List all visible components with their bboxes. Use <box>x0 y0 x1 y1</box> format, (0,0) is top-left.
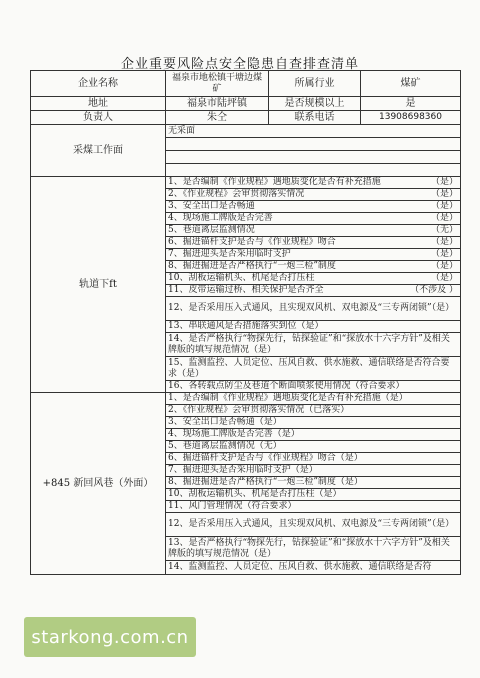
checklist-item <box>166 537 461 561</box>
checklist-item-text: 16、各转载点防尘及巷道个断面喷浆使用情况（符合要求） <box>168 381 405 391</box>
section1-line: 无采面 <box>166 125 461 138</box>
checklist-item <box>166 237 461 249</box>
scale-value: 是 <box>361 97 461 111</box>
company-value: 福泉市地松镇干塘边煤矿 <box>166 71 269 97</box>
industry-label: 所属行业 <box>269 71 361 97</box>
checklist-item <box>166 513 461 537</box>
section1-label: 采煤工作面 <box>31 125 166 177</box>
address-value: 福泉市陆坪镇 <box>166 97 269 111</box>
checklist-item-text: 13、串联通风是否措施落实到位（是） <box>168 321 324 331</box>
document-title: 企业重要风险点安全隐患自查排查清单 <box>120 57 359 72</box>
checklist-item <box>166 297 461 321</box>
checklist-item-status: （是） <box>430 201 458 211</box>
info-row-person <box>31 111 461 125</box>
checklist-item <box>166 285 461 297</box>
checklist-item-text: 15、监测监控、人员定位、压风自救、供水施救、通信联络是否符合要求（是） <box>168 357 450 379</box>
checklist-item-row <box>31 177 461 189</box>
checklist-item <box>166 261 461 273</box>
section1-blank-line <box>166 138 461 151</box>
section2-label: 轨道下ft <box>31 177 166 393</box>
checklist-item <box>166 501 461 513</box>
checklist-item-text: 7、掘进迎头是否采用临时支护 <box>168 249 291 259</box>
checklist-item-text: 10、刮板运输机头、机尾是否打压柱 <box>168 273 315 283</box>
checklist-item-text: 12、是否采用压入式通风，且实现双风机、双电源及“三专两闭锁”（是） <box>168 519 455 529</box>
checklist-item-status: （是） <box>430 249 458 259</box>
checklist-item <box>166 333 461 357</box>
checklist-item-text: 4、现场施工牌版是否完善（是） <box>168 429 300 439</box>
checklist-table <box>30 70 461 575</box>
info-row-company <box>31 71 461 97</box>
checklist-item-text: 1、是否编制《作业规程》遇地质变化是否有补充措施（是） <box>168 393 408 403</box>
checklist-item-status: （是） <box>430 177 458 187</box>
checklist-item-text: 2、《作业规程》会审贯彻落实情况（已落实） <box>168 405 350 415</box>
checklist-item-text: 3、安全出口是否畅通 <box>168 201 255 211</box>
checklist-item-text: 11、皮带运输过桥、相关保护是否齐全 <box>168 285 324 295</box>
checklist-item-status: （是） <box>430 213 458 223</box>
checklist-item <box>166 213 461 225</box>
address-label: 地址 <box>31 97 166 111</box>
checklist-item-status: （是） <box>430 273 458 283</box>
checklist-item <box>166 357 461 381</box>
checklist-item <box>166 393 461 405</box>
checklist-item-text: 7、掘进迎头是否采用临时支护（是） <box>168 465 318 475</box>
checklist-item-text: 13、是否严格执行“物探先行，钻探验证”和“探放水十六字方针”及相关牌版的填写规范情况（是） <box>168 537 450 559</box>
checklist-item-text: 4、现场施工牌版是否完善 <box>168 213 273 223</box>
company-label: 企业名称 <box>31 71 166 97</box>
person-value: 朱仝 <box>166 111 269 125</box>
checklist-item-text: 2、《作业规程》会审贯彻落实情况 <box>168 189 305 199</box>
scale-label: 是否规模以上 <box>269 97 361 111</box>
checklist-item <box>166 249 461 261</box>
checklist-item-text: 1、是否编制《作业规程》遇地质变化是否有补充措施 <box>168 177 381 187</box>
checklist-item-text: 11、风门管理情况（符合要求） <box>168 501 297 511</box>
checklist-item-text: 5、巷道离层监测情况 <box>168 225 255 235</box>
checklist-item <box>166 429 461 441</box>
checklist-item <box>166 225 461 237</box>
checklist-item <box>166 441 461 453</box>
checklist-item-text: 8、掘进掘进是否严格执行“一炮三检”制度（是） <box>168 477 363 487</box>
checklist-item <box>166 177 461 189</box>
checklist-item-status: （不涉及 ） <box>410 285 458 295</box>
checklist-item-status: （是） <box>430 261 458 271</box>
phone-label: 联系电话 <box>269 111 361 125</box>
checklist-item <box>166 201 461 213</box>
checklist-item <box>166 189 461 201</box>
industry-value: 煤矿 <box>361 71 461 97</box>
checklist-item-text: 14、是否严格执行“物探先行，钻探验证”和“探放水十六字方针”及相关牌版的填写规范情况（是） <box>168 333 450 355</box>
checklist-item <box>166 489 461 501</box>
section1-blank-line <box>166 151 461 164</box>
watermark-text: starkong.com.cn <box>31 626 189 648</box>
checklist-item-text: 14、监测监控、人员定位、压风自救、供水施救、通信联络是否符 <box>168 562 432 572</box>
checklist-item <box>166 561 461 575</box>
person-label: 负责人 <box>31 111 166 125</box>
section3-label: +845 新回风巷（外面） <box>31 393 166 575</box>
section1-row <box>31 125 461 138</box>
checklist-item-status: （无） <box>430 225 458 235</box>
checklist-item-status: （是） <box>430 189 458 199</box>
info-row-address <box>31 97 461 111</box>
checklist-item-text: 3、安全出口是否畅通（是） <box>168 417 282 427</box>
checklist-item <box>166 453 461 465</box>
checklist-item-text: 5、巷道离层监测情况（无） <box>168 441 282 451</box>
checklist-item <box>166 381 461 393</box>
watermark-badge <box>24 617 196 657</box>
checklist-item-text: 6、掘进锚杆支护是否与《作业规程》吻合（是） <box>168 453 363 463</box>
checklist-item <box>166 321 461 333</box>
phone-value: 13908698360 <box>361 111 461 125</box>
checklist-item <box>166 417 461 429</box>
checklist-item-text: 10、刮板运输机头、机尾是否打压柱（是） <box>168 489 342 499</box>
checklist-item <box>166 273 461 285</box>
checklist-item <box>166 465 461 477</box>
checklist-item-status: （是） <box>430 237 458 247</box>
checklist-item-text: 6、掘进锚杆支护是否与《作业规程》吻合 <box>168 237 336 247</box>
checklist-item <box>166 405 461 417</box>
checklist-item <box>166 477 461 489</box>
section1-blank-line <box>166 164 461 177</box>
checklist-item-text: 12、是否采用压入式通风，且实现双风机、双电源及“三专两闭锁”（是） <box>168 303 455 313</box>
checklist-item-row <box>31 393 461 405</box>
checklist-item-text: 8、掘进掘进是否严格执行“一炮三检”制度 <box>168 261 336 271</box>
